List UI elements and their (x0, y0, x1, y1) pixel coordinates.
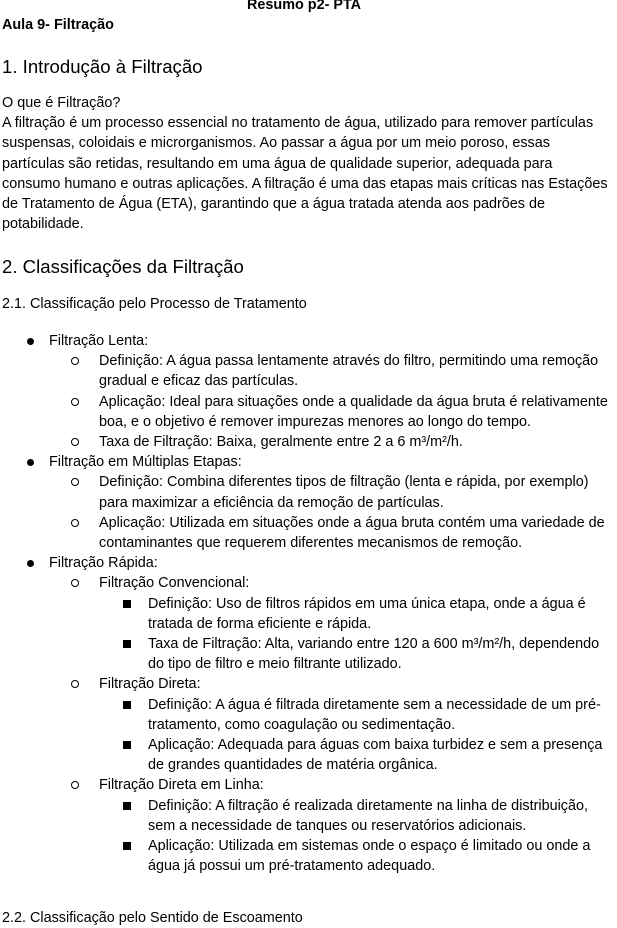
list-item-text: Taxa de Filtração: Alta, variando entre 120 a 600 m³/m²/h, dependendo do tipo de filtro e meio filtrante utilizado. (148, 636, 600, 673)
section-2-heading: 2. Classificações da Filtração (2, 256, 244, 277)
list-item (99, 775, 617, 876)
list-item (99, 674, 617, 775)
list-item (99, 472, 617, 512)
hollow-bullet-icon (71, 398, 79, 406)
list-item-text: Definição: A água passa lentamente através do filtro, permitindo uma remoção gradual e eficaz das partículas. (99, 353, 599, 390)
sublist (99, 695, 617, 776)
list-item-text: Aplicação: Utilizada em sistemas onde o espaço é limitado ou onde a água já possui um pré-tratamento adequado. (148, 838, 591, 875)
sublist (99, 796, 617, 877)
list-item (99, 392, 617, 432)
list-item-text: Aplicação: Adequada para águas com baixa turbidez e sem a presença de grandes quantidades de matéria orgânica. (148, 737, 603, 774)
section-2-2-heading: 2.2. Classificação pelo Sentido de Escoamento (2, 910, 303, 926)
list-item-text: Definição: Combina diferentes tipos de filtração (lenta e rápida, por exemplo) para maximizar a eficiência da remoção de partículas. (99, 474, 589, 511)
doc-header-summary: Resumo p2- PTA (247, 0, 362, 13)
list-item-text: Filtração Direta: (99, 676, 201, 693)
list-item-label: Filtração Rápida: (49, 555, 158, 572)
list-item (99, 513, 617, 553)
list-item-text: Aplicação: Ideal para situações onde a qualidade da água bruta é relativamente boa, e o objetivo é remover impurezas menores ao longo do tempo. (99, 393, 608, 430)
list-item (0, 331, 617, 452)
list-item-text: Definição: Uso de filtros rápidos em uma única etapa, onde a água é tratada de forma eficiente e rápida. (148, 595, 586, 632)
square-bullet-icon (123, 842, 131, 850)
section-1-question: O que é Filtração? (2, 95, 121, 111)
bullet-icon (27, 338, 34, 345)
list-item-text: Taxa de Filtração: Baixa, geralmente entre 2 a 6 m³/m²/h. (99, 434, 463, 451)
list-item (99, 432, 617, 452)
section-1-heading: 1. Introdução à Filtração (2, 56, 203, 77)
square-bullet-icon (123, 701, 131, 709)
square-bullet-icon (123, 802, 131, 810)
list-item (99, 573, 617, 674)
list-item (148, 735, 617, 775)
doc-header-title: Aula 9- Filtração (2, 17, 114, 33)
sublist (49, 573, 617, 876)
list-item-label: Filtração em Múltiplas Etapas: (49, 454, 242, 471)
classification-list (0, 331, 617, 876)
hollow-bullet-icon (71, 357, 79, 365)
list-item (148, 634, 617, 674)
hollow-bullet-icon (71, 519, 79, 527)
list-item (0, 553, 617, 876)
list-item-text: Filtração Direta em Linha: (99, 777, 264, 794)
square-bullet-icon (123, 600, 131, 608)
sublist (99, 594, 617, 675)
hollow-bullet-icon (71, 781, 79, 789)
bullet-icon (27, 459, 34, 466)
hollow-bullet-icon (71, 438, 79, 446)
list-item (0, 452, 617, 553)
hollow-bullet-icon (71, 680, 79, 688)
hollow-bullet-icon (71, 579, 79, 587)
list-item (99, 351, 617, 391)
sublist (49, 472, 617, 553)
list-item (148, 695, 617, 735)
list-item-text: Aplicação: Utilizada em situações onde a água bruta contém uma variedade de contaminantes que requerem diferentes mecanismos de remoção. (99, 514, 605, 552)
list-item-text: Filtração Convencional: (99, 575, 250, 592)
sublist (49, 351, 617, 452)
square-bullet-icon (123, 741, 131, 749)
list-item-text: Definição: A água é filtrada diretamente sem a necessidade de um pré-tratamento, como coagulação ou sedimentação. (148, 696, 601, 733)
list-item (148, 594, 617, 634)
section-2-1-heading: 2.1. Classificação pelo Processo de Tratamento (2, 296, 307, 312)
section-1-paragraph: A filtração é um processo essencial no tratamento de água, utilizado para remover partículas suspensas, coloidais e microrganismos. Ao passar a água por um meio poroso, essas partículas são retidas, resultando em uma água de qualidade superior, adequada para consumo humano e outras aplicações. A filtração é uma das etapas mais críticas nas Estações de Tratamento de Água (ETA), garantindo que a água tratada atenda aos padrões de potabilidade. (2, 115, 608, 233)
list-item (148, 836, 617, 876)
hollow-bullet-icon (71, 478, 79, 486)
bullet-icon (27, 560, 34, 567)
square-bullet-icon (123, 640, 131, 648)
list-item-label: Filtração Lenta: (49, 333, 149, 349)
list-item-text: Definição: A filtração é realizada diretamente na linha de distribuição, sem a necessidade de tanques ou reservatórios adicionais. (148, 797, 588, 834)
list-item (148, 796, 617, 836)
